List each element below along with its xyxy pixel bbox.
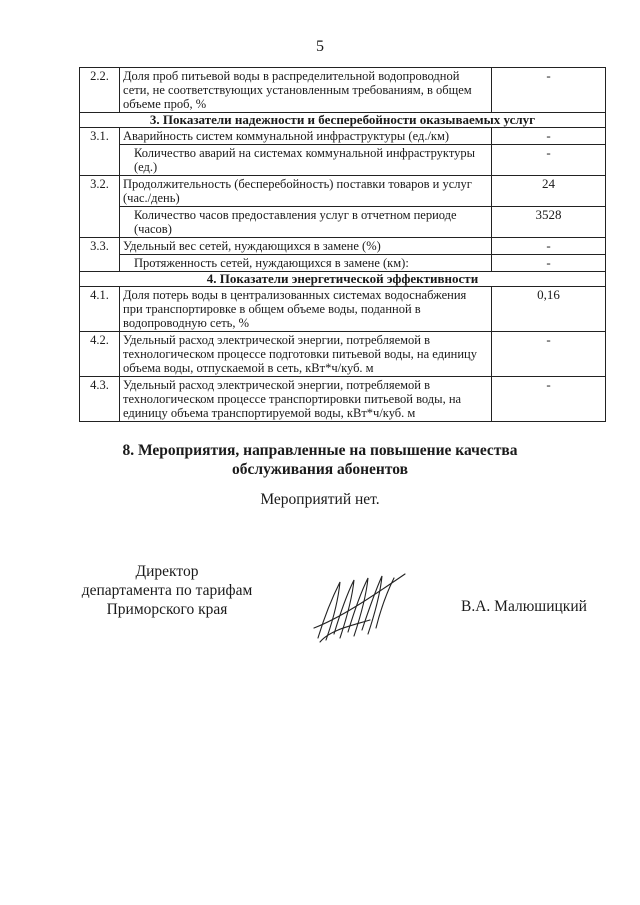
table-row (80, 287, 606, 332)
table-row (80, 332, 606, 377)
table-row (80, 238, 606, 255)
signer-position-line-3: Приморского края (106, 601, 228, 618)
row-number: 4.1. (80, 287, 120, 332)
indicator-name: Протяженность сетей, нуждающихся в замене (км): (120, 255, 492, 272)
table-row (80, 68, 606, 113)
row-number: 3.3. (80, 238, 120, 255)
section-8-title-line-2: обслуживания абонентов (232, 461, 408, 478)
indicator-value: - (492, 332, 606, 377)
indicator-value: 24 (492, 176, 606, 207)
indicator-name: Аварийность систем коммунальной инфраструктуры (ед./км) (120, 128, 492, 145)
section-title: 3. Показатели надежности и бесперебойности оказываемых услуг (80, 113, 606, 128)
table-row (80, 128, 606, 145)
indicators-table (79, 67, 606, 422)
row-number: 4.2. (80, 332, 120, 377)
indicator-value: - (492, 128, 606, 145)
row-number: 2.2. (80, 68, 120, 113)
indicator-name: Удельный расход электрической энергии, потребляемой в технологическом процессе транспортировки питьевой воды, на единицу объема транспортируемой воды, кВт*ч/куб. м (120, 377, 492, 422)
row-number (80, 145, 120, 176)
row-number (80, 255, 120, 272)
indicator-value: - (492, 145, 606, 176)
indicators-table-body (80, 68, 606, 422)
signer-position-line-2: департамента по тарифам (81, 582, 253, 599)
row-number: 4.3. (80, 377, 120, 422)
table-row (80, 176, 606, 207)
row-number: 3.2. (80, 176, 120, 207)
indicator-name: Количество часов предоставления услуг в отчетном периоде (часов) (120, 207, 492, 238)
indicator-value: - (492, 68, 606, 113)
table-row (80, 145, 606, 176)
signer-position-line-1: Директор (135, 563, 199, 580)
signer-position (52, 562, 282, 619)
indicator-name: Продолжительность (бесперебойность) поставки товаров и услуг (час./день) (120, 176, 492, 207)
signer-name: В.А. Малюшицкий (461, 598, 587, 615)
indicator-name: Доля проб питьевой воды в распределительной водопроводной сети, не соответствующих установленным требованиям, в общем объеме проб, % (120, 68, 492, 113)
indicator-value: - (492, 238, 606, 255)
section-8-title-line-1: 8. Мероприятия, направленные на повышение качества (122, 442, 518, 459)
table-row (80, 255, 606, 272)
indicator-name: Доля потерь воды в централизованных системах водоснабжения при транспортировке в общем объеме воды, поданной в водопроводную сеть, % (120, 287, 492, 332)
table-section-header (80, 113, 606, 128)
table-section-header (80, 272, 606, 287)
indicator-value: 0,16 (492, 287, 606, 332)
indicator-value: - (492, 255, 606, 272)
indicator-value: - (492, 377, 606, 422)
indicator-name: Количество аварий на системах коммунальной инфраструктуры (ед.) (120, 145, 492, 176)
indicator-name: Удельный расход электрической энергии, потребляемой в технологическом процессе подготовки питьевой воды, на единицу объема воды, отпускаемой в сеть, кВт*ч/куб. м (120, 332, 492, 377)
indicator-name: Удельный вес сетей, нуждающихся в замене (%) (120, 238, 492, 255)
row-number (80, 207, 120, 238)
handwritten-signature (310, 568, 420, 648)
table-row (80, 207, 606, 238)
section-8-title (0, 441, 640, 479)
page-number: 5 (316, 38, 324, 55)
indicator-value: 3528 (492, 207, 606, 238)
table-row (80, 377, 606, 422)
section-title: 4. Показатели энергетической эффективности (80, 272, 606, 287)
row-number: 3.1. (80, 128, 120, 145)
section-8-text: Мероприятий нет. (260, 491, 380, 508)
